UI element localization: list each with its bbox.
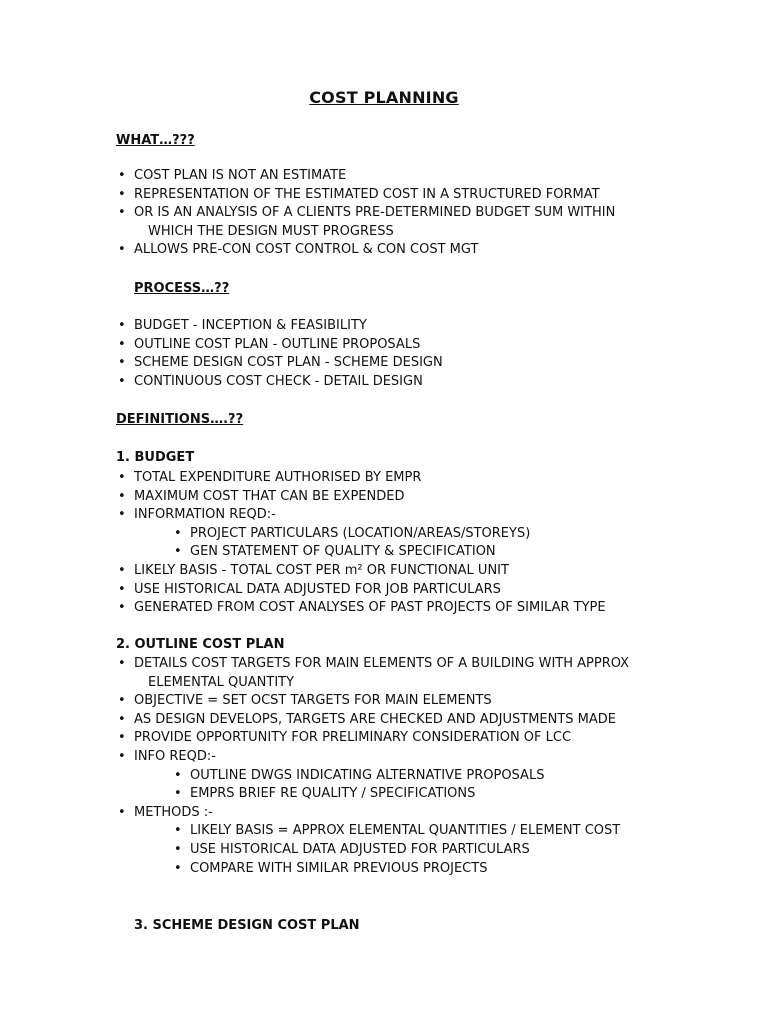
bullet-icon: • — [118, 507, 126, 523]
list-item: • INFORMATION REQD:- — [116, 506, 736, 525]
sub-list-item: • LIKELY BASIS = APPROX ELEMENTAL QUANTITIES / ELEMENT COST — [116, 822, 736, 841]
list-item: • LIKELY BASIS - TOTAL COST PER m² OR FUNCTIONAL UNIT — [116, 562, 736, 581]
budget-list — [116, 469, 736, 618]
bullet-icon: • — [118, 242, 126, 258]
list-item: • GENERATED FROM COST ANALYSES OF PAST PROJECTS OF SIMILAR TYPE — [116, 599, 736, 618]
process-list — [116, 317, 736, 391]
sub-list-item: • PROJECT PARTICULARS (LOCATION/AREAS/STOREYS) — [116, 525, 736, 544]
bullet-icon: • — [174, 544, 182, 560]
list-item: • CONTINUOUS COST CHECK - DETAIL DESIGN — [116, 373, 736, 392]
list-item: • SCHEME DESIGN COST PLAN - SCHEME DESIGN — [116, 354, 736, 373]
bullet-icon: • — [118, 730, 126, 746]
list-item: • OUTLINE COST PLAN - OUTLINE PROPOSALS — [116, 336, 736, 355]
bullet-icon: • — [118, 205, 126, 221]
bullet-icon: • — [118, 748, 126, 764]
bullet-icon: • — [174, 823, 182, 839]
sub-list-item: • OUTLINE DWGS INDICATING ALTERNATIVE PROPOSALS — [116, 767, 736, 786]
bullet-icon: • — [118, 581, 126, 597]
what-heading: WHAT…??? — [116, 133, 195, 148]
scheme-heading: 3. SCHEME DESIGN COST PLAN — [134, 918, 360, 933]
bullet-icon: • — [118, 186, 126, 202]
list-item: • TOTAL EXPENDITURE AUTHORISED BY EMPR — [116, 469, 736, 488]
bullet-icon: • — [174, 860, 182, 876]
definitions-heading: DEFINITIONS….?? — [116, 412, 244, 427]
bullet-icon: • — [118, 488, 126, 504]
bullet-icon: • — [118, 470, 126, 485]
bullet-icon: • — [118, 318, 126, 333]
list-item: • USE HISTORICAL DATA ADJUSTED FOR JOB PARTICULARS — [116, 581, 736, 600]
list-item-continuation: WHICH THE DESIGN MUST PROGRESS — [148, 223, 394, 239]
list-item: • PROVIDE OPPORTUNITY FOR PRELIMINARY CONSIDERATION OF LCC — [116, 729, 736, 748]
list-item: • OR IS AN ANALYSIS OF A CLIENTS PRE-DETERMINED BUDGET SUM WITHIN — [116, 204, 736, 223]
budget-heading: 1. BUDGET — [116, 450, 195, 465]
bullet-icon: • — [118, 693, 126, 709]
list-item: • AS DESIGN DEVELOPS, TARGETS ARE CHECKED AND ADJUSTMENTS MADE — [116, 711, 736, 730]
outline-heading: 2. OUTLINE COST PLAN — [116, 637, 285, 652]
list-item: • ALLOWS PRE-CON COST CONTROL & CON COST MGT — [116, 241, 736, 260]
bullet-icon: • — [174, 767, 182, 783]
list-item: • COST PLAN IS NOT AN ESTIMATE — [116, 167, 736, 186]
what-list — [116, 167, 736, 260]
page-title: COST PLANNING — [309, 88, 459, 107]
list-item: • OBJECTIVE = SET OCST TARGETS FOR MAIN ELEMENTS — [116, 692, 736, 711]
list-item: • DETAILS COST TARGETS FOR MAIN ELEMENTS OF A BUILDING WITH APPROX — [116, 655, 736, 674]
bullet-icon: • — [118, 804, 126, 820]
bullet-icon: • — [118, 656, 126, 671]
sub-list-item: • EMPRS BRIEF RE QUALITY / SPECIFICATIONS — [116, 785, 736, 804]
bullet-icon: • — [118, 562, 126, 578]
list-item-continuation: ELEMENTAL QUANTITY — [148, 674, 295, 690]
list-item: • METHODS :- — [116, 804, 736, 823]
bullet-icon: • — [174, 786, 182, 802]
list-item: • INFO REQD:- — [116, 748, 736, 767]
bullet-icon: • — [174, 525, 182, 541]
list-item: • REPRESENTATION OF THE ESTIMATED COST IN A STRUCTURED FORMAT — [116, 186, 736, 205]
list-item: • MAXIMUM COST THAT CAN BE EXPENDED — [116, 488, 736, 507]
bullet-icon: • — [118, 336, 126, 352]
bullet-icon: • — [118, 373, 126, 389]
bullet-icon: • — [118, 711, 126, 727]
process-heading: PROCESS…?? — [134, 281, 230, 296]
sub-list-item: • USE HISTORICAL DATA ADJUSTED FOR PARTICULARS — [116, 841, 736, 860]
sub-list-item: • GEN STATEMENT OF QUALITY & SPECIFICATION — [116, 543, 736, 562]
outline-list — [116, 655, 736, 878]
list-item: • BUDGET - INCEPTION & FEASIBILITY — [116, 317, 736, 336]
bullet-icon: • — [118, 168, 126, 183]
bullet-icon: • — [174, 841, 182, 857]
bullet-icon: • — [118, 355, 126, 371]
bullet-icon: • — [118, 600, 126, 616]
sub-list-item: • COMPARE WITH SIMILAR PREVIOUS PROJECTS — [116, 860, 736, 879]
